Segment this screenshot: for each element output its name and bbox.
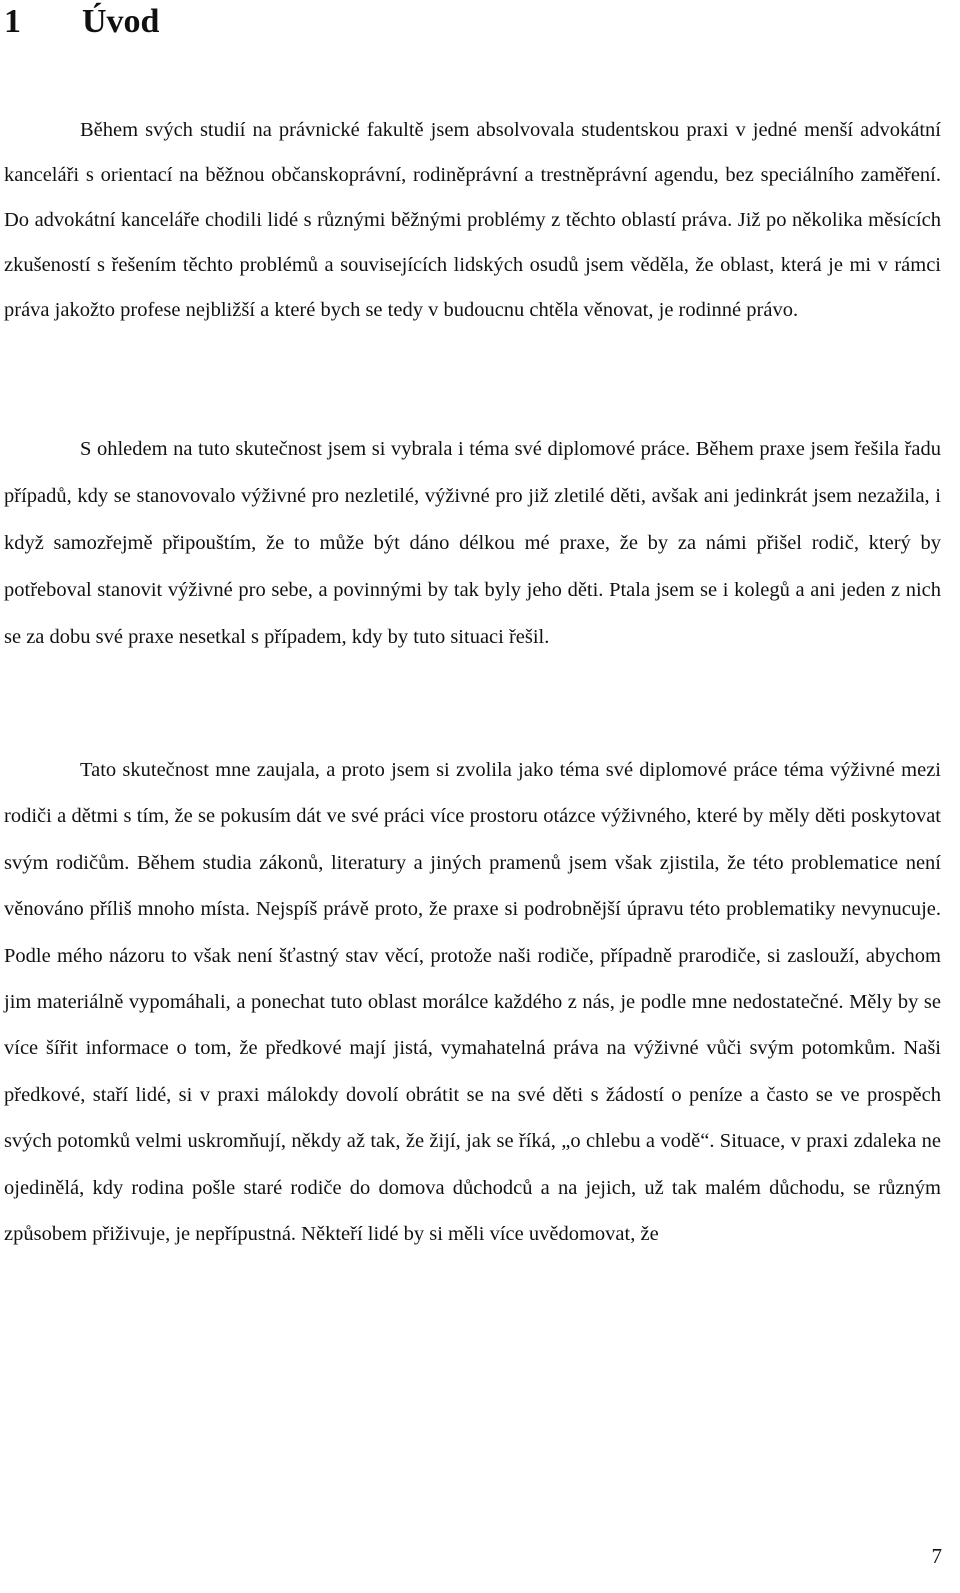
chapter-heading <box>4 2 159 42</box>
body-text-block-1 <box>4 108 941 333</box>
page-number: 7 <box>931 1544 942 1568</box>
paragraph-2: S ohledem na tuto skutečnost jsem si vybrala i téma své diplomové práce. Během praxe jsem řešila řadu případů, kdy se stanovovalo výživné pro nezletilé, výživné pro již zletilé děti, avšak ani jedinkrát jsem nezažila, i když samozřejmě připouštím, že to může být dáno délkou mé praxe, že by za námi přišel rodič, který by potřeboval stanovit výživné pro sebe, a povinnými by tak byly jeho děti. Ptala jsem se i kolegů a ani jeden z nich se za dobu své praxe nesetkal s případem, kdy by tuto situaci řešil. <box>4 438 941 648</box>
chapter-number: 1 <box>4 3 21 40</box>
paragraph-3: Tato skutečnost mne zaujala, a proto jsem si zvolila jako téma své diplomové práce téma výživné mezi rodiči a dětmi s tím, že se pokusím dát ve své práci více prostoru otázce výživného, které by měly děti poskytovat svým rodičům. Během studia zákonů, literatury a jiných pramenů jsem však zjistila, že této problematice není věnováno příliš mnoho místa. Nejspíš právě proto, že praxe si podrobnější úpravu této problematiky nevynucuje. Podle mého názoru to však není šťastný stav věcí, protože naši rodiče, případně prarodiče, si zaslouží, abychom jim materiálně vypomáhali, a ponechat tuto oblast morálce každého z nás, je podle mne nedostatečné. Měly by se více šířit informace o tom, že předkové mají jistá, vymahatelná práva na výživné vůči svým potomkům. Naši předkové, staří lidé, si v praxi málokdy dovolí obrátit se na své děti s žádostí o peníze a často se ve prospěch svých potomků velmi uskromňují, někdy až tak, že žijí, jak se říká, „o chlebu a vodě“. Situace, v praxi zdaleka ne ojedinělá, kdy rodina pošle staré rodiče do domova důchodců a na jejich, už tak malém důchodu, se různým způsobem přiživuje, je nepřípustná. Někteří lidé by si měli více uvědomovat, že <box>4 759 941 1246</box>
chapter-title: Úvod <box>82 3 160 40</box>
body-text-block-3 <box>4 747 941 1257</box>
body-text-block-2 <box>4 426 941 661</box>
paragraph-1: Během svých studií na právnické fakultě jsem absolvovala studentskou praxi v jedné menší advokátní kanceláři s orientací na běžnou občanskoprávní, rodiněprávní a trestněprávní agendu, bez speciálního zaměření. Do advokátní kanceláře chodili lidé s různými běžnými problémy z těchto oblastí práva. Již po několika měsících zkušeností s řešením těchto problémů a souvisejících lidských osudů jsem věděla, že oblast, která je mi v rámci práva jakožto profese nejbližší a které bych se tedy v budoucnu chtěla věnovat, je rodinné právo. <box>4 119 941 321</box>
